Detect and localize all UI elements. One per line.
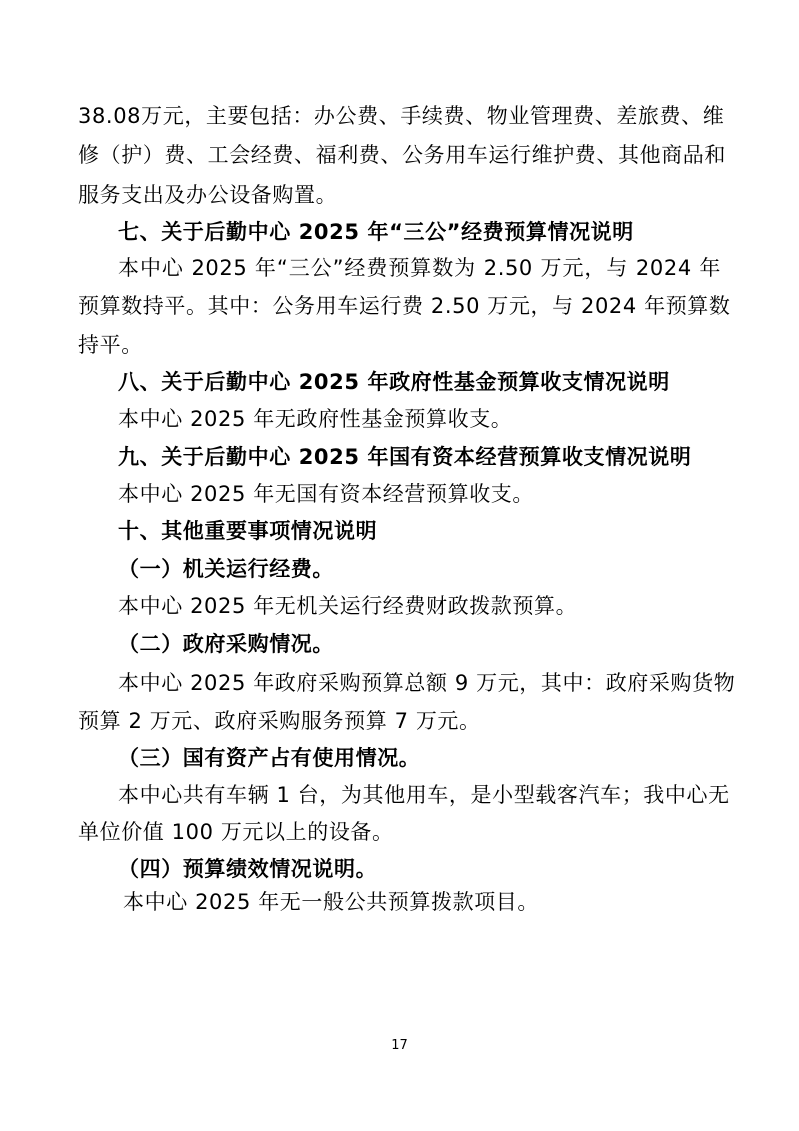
section-heading-eight: 八、关于后勤中心 2025 年政府性基金预算收支情况说明: [118, 370, 670, 394]
body-text-line: 持平。: [78, 333, 143, 357]
body-text-line: 预算数持平。其中：公务用车运行费 2.50 万元，与 2024 年预算数: [78, 294, 731, 318]
body-text-line: 本中心 2025 年无国有资本经营预算收支。: [118, 482, 534, 506]
subsection-heading-1: （一）机关运行经费。: [118, 557, 334, 581]
subsection-heading-2: （二）政府采购情况。: [118, 632, 334, 656]
page-number: 17: [391, 1038, 408, 1053]
body-text-line: 单位价值 100 万元以上的设备。: [78, 820, 394, 844]
section-heading-ten: 十、其他重要事项情况说明: [118, 519, 378, 543]
body-text-line: 本中心 2025 年无机关运行经费财政拨款预算。: [118, 594, 578, 618]
body-text-line: 本中心 2025 年无一般公共预算拨款项目。: [123, 890, 539, 914]
body-text-line: 38.08万元，主要包括：办公费、手续费、物业管理费、差旅费、维: [78, 104, 725, 128]
body-text-line: 本中心 2025 年无政府性基金预算收支。: [118, 407, 513, 431]
body-text-line: 预算 2 万元、政府采购服务预算 7 万元。: [78, 709, 481, 733]
body-text-line: 本中心共有车辆 1 台，为其他用车，是小型载客汽车；我中心无: [118, 783, 730, 807]
body-text-line: 本中心 2025 年政府采购预算总额 9 万元，其中：政府采购货物: [118, 671, 736, 695]
body-text-line: 服务支出及办公设备购置。: [78, 183, 338, 207]
body-text-line: 本中心 2025 年“三公”经费预算数为 2.50 万元，与 2024 年: [118, 256, 721, 280]
subsection-heading-3: （三）国有资产占有使用情况。: [118, 746, 421, 770]
subsection-heading-4: （四）预算绩效情况说明。: [118, 857, 378, 881]
section-heading-seven: 七、关于后勤中心 2025 年“三公”经费预算情况说明: [118, 220, 634, 244]
section-heading-nine: 九、关于后勤中心 2025 年国有资本经营预算收支情况说明: [118, 445, 692, 469]
body-text-line: 修（护）费、工会经费、福利费、公务用车运行维护费、其他商品和: [78, 143, 726, 167]
